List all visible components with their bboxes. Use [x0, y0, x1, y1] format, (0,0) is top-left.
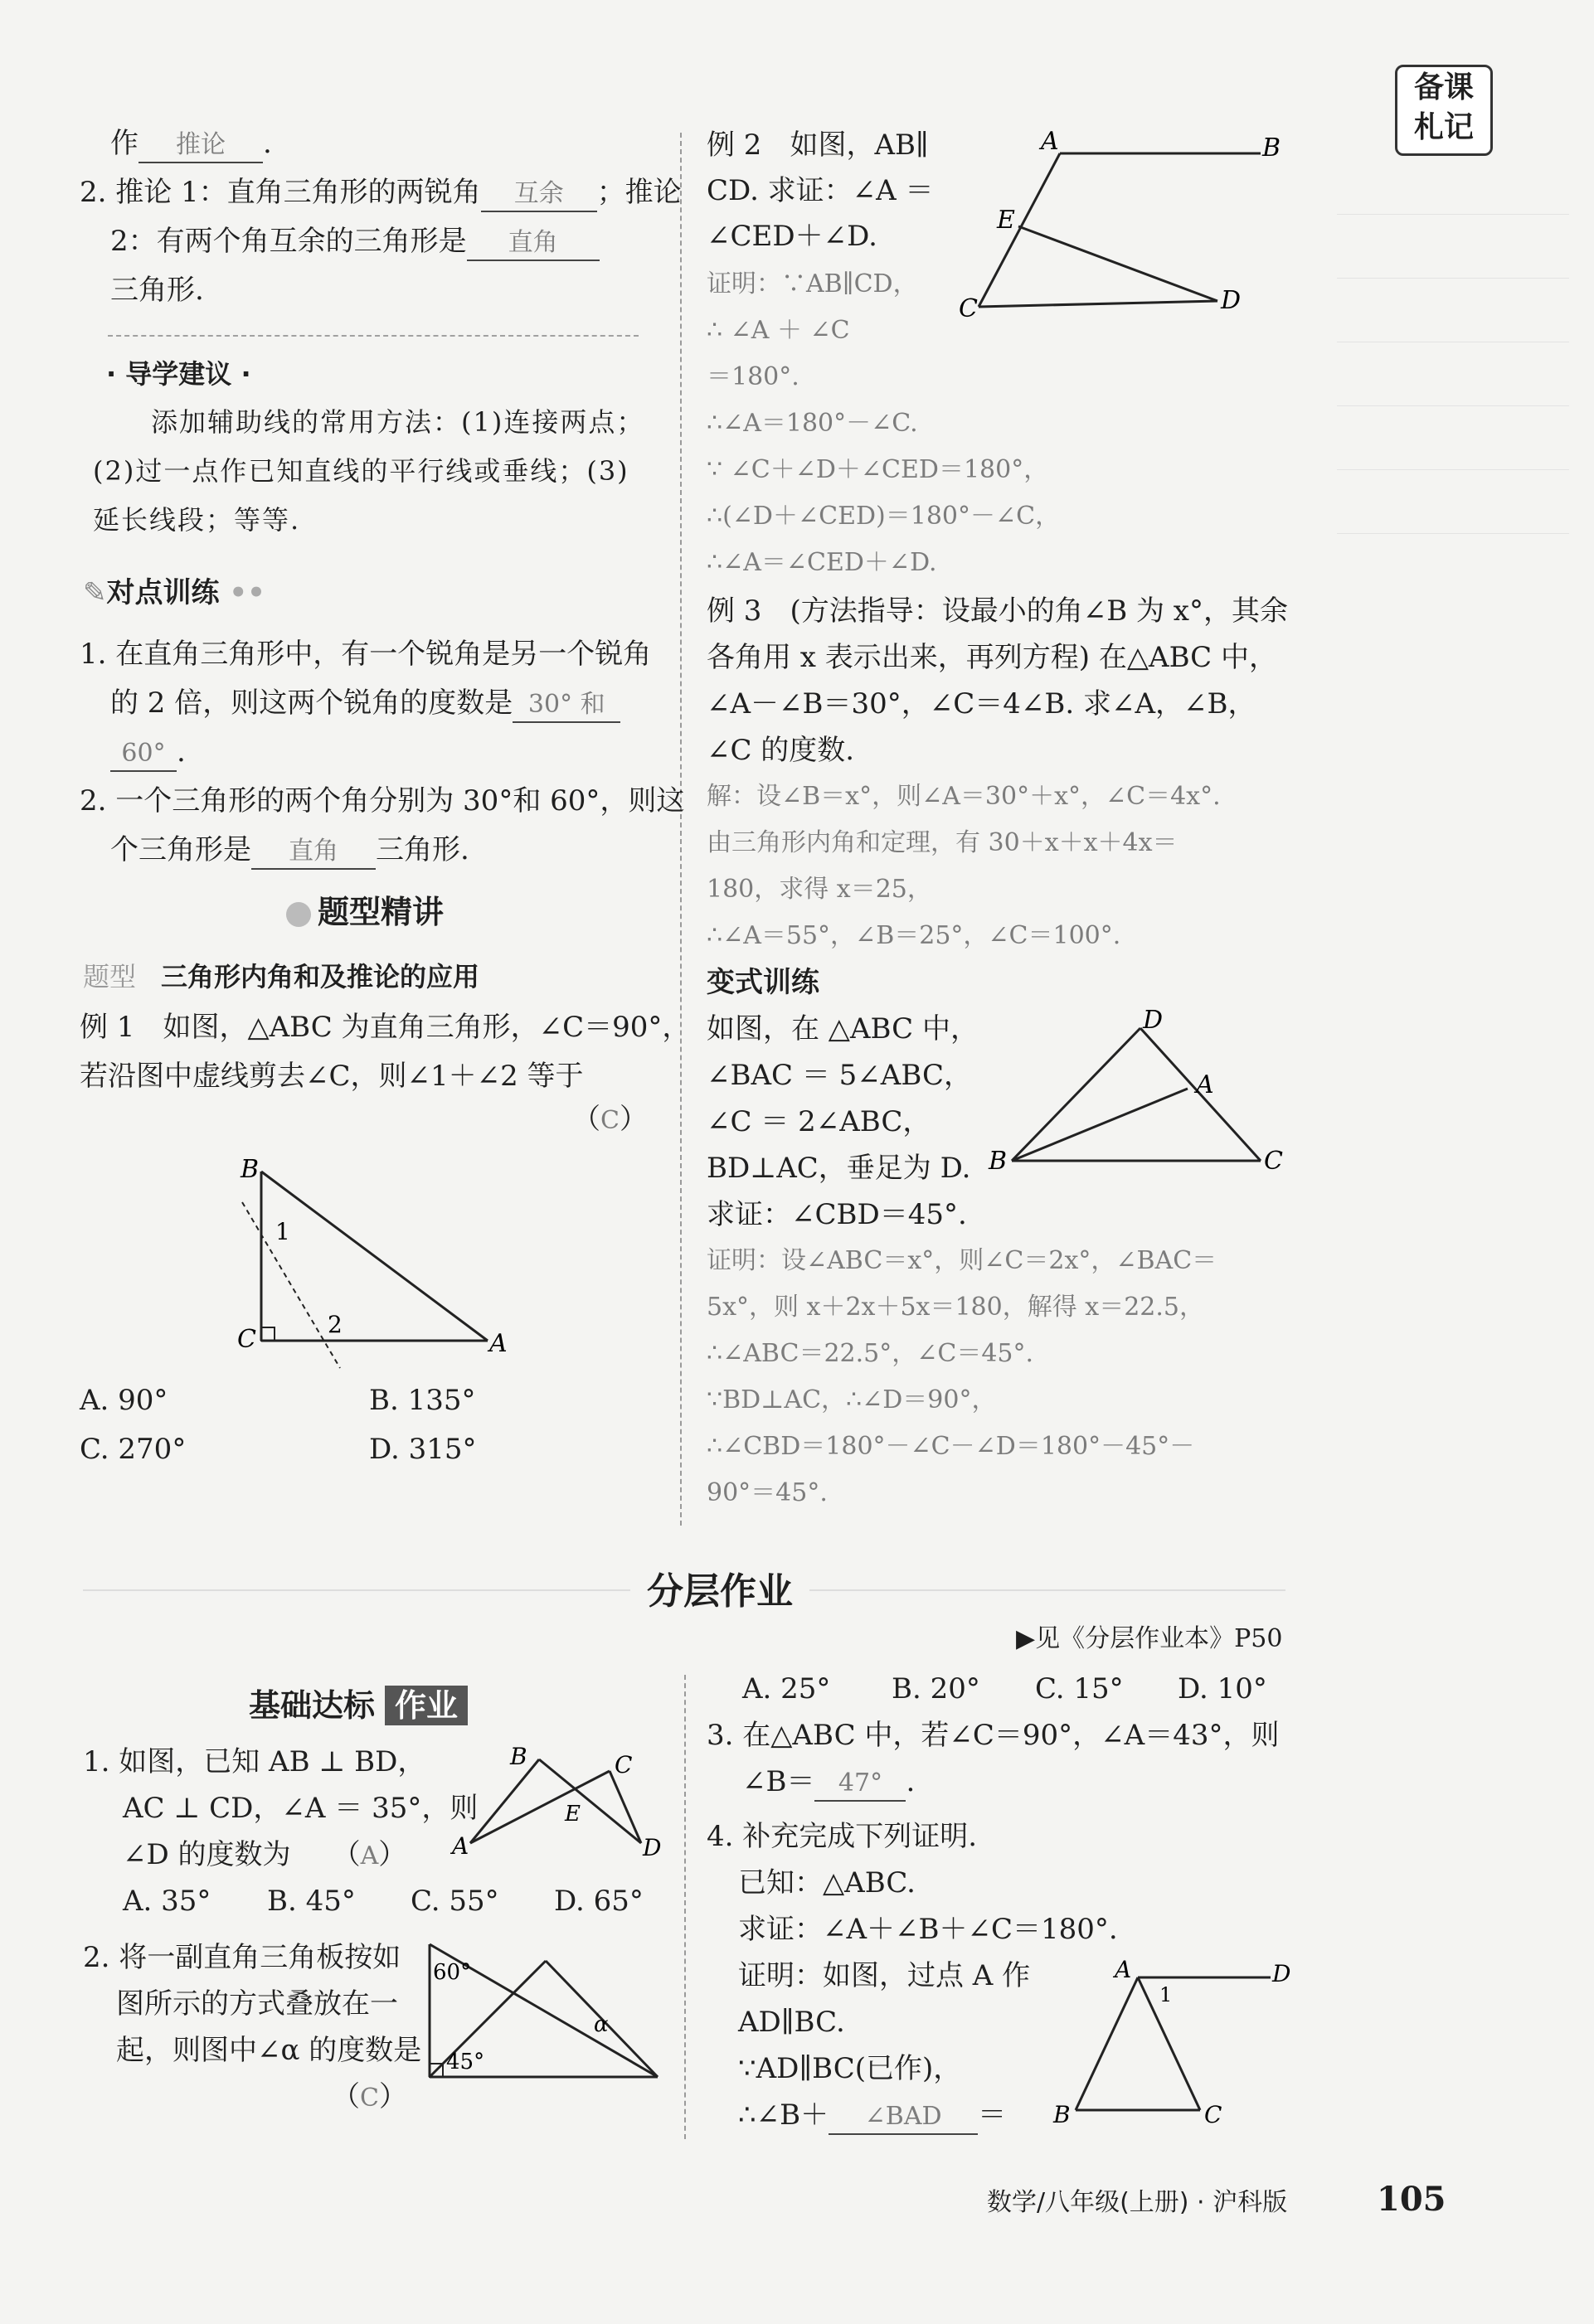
pencil-icon: ✎ — [83, 576, 107, 609]
fig2-label-b: B — [1262, 133, 1281, 163]
fig2-label-a: A — [1041, 127, 1059, 156]
hw-2-c: 起，则图中∠α 的度数是 — [116, 2034, 422, 2067]
train-title: ✎对点训练 •• — [83, 576, 265, 609]
variation-2: ∠BAC ＝ 5∠ABC， — [707, 1059, 972, 1092]
hw-2-opt-d: D. 10° — [1178, 1672, 1267, 1705]
solution-3-2: 由三角形内角和定理，有 30＋x＋x＋4x＝ — [707, 828, 1178, 857]
basic-heading: 基础达标 作业 — [249, 1683, 468, 1728]
footer-page-number: 105 — [1377, 2180, 1446, 2219]
example-2-b: CD. 求证：∠A ＝ — [707, 174, 934, 207]
hw-1-a: 1. 如图，已知 AB ⊥ BD， — [83, 1745, 426, 1778]
hw-1-opt-d: D. 65° — [554, 1885, 644, 1918]
answer-1: 推论 — [176, 130, 226, 159]
fig3-label-b: B — [989, 1147, 1008, 1176]
proof-2-5: ∵ ∠C＋∠D＋∠CED＝180°， — [707, 455, 1049, 484]
section-title: 题型精讲 — [286, 891, 444, 933]
fig5-alpha: α — [594, 2012, 609, 2037]
section-icon — [286, 902, 311, 927]
hw-4-c: 求证：∠A＋∠B＋∠C＝180°. — [738, 1913, 1118, 1946]
fig4-label-b: B — [510, 1743, 527, 1770]
proof-2-6: ∴(∠D＋∠CED)＝180°－∠C， — [707, 502, 1061, 531]
fig6-label-d: D — [1272, 1960, 1291, 1987]
figure-hw4 — [1047, 1956, 1291, 2135]
proof-v-4: ∵BD⊥AC，∴∠D＝90°， — [707, 1385, 997, 1414]
figure-right-triangle — [224, 1148, 514, 1368]
hw-1-opt-b: B. 45° — [267, 1885, 356, 1918]
fig4-label-d: D — [643, 1834, 662, 1861]
solution-3-3: 180，求得 x＝25， — [707, 875, 932, 904]
proof-2-4: ∴∠A＝180°－∠C. — [707, 409, 918, 438]
type-heading: 题型 三角形内角和及推论的应用 — [83, 961, 480, 992]
question-2-line-b: 2：有两个角互余的三角形是 直角 — [110, 221, 600, 262]
figure-parallel — [954, 124, 1285, 323]
hw-4-e: AD∥BC. — [738, 2006, 845, 2039]
proof-v-6: 90°＝45°. — [707, 1478, 828, 1507]
variation-title: 变式训练 — [707, 966, 819, 999]
fig2-label-c: C — [959, 294, 978, 323]
example-3-a: 例 3 (方法指导：设最小的角∠B 为 x°，其余 — [707, 594, 1288, 628]
example-3-b: 各角用 x 表示出来，再列方程) 在△ABC 中， — [707, 641, 1278, 674]
fig6-angle-1: 1 — [1159, 1983, 1173, 2006]
hw-4-b: 已知：△ABC. — [738, 1866, 916, 1899]
question-2-line-c: 三角形. — [110, 274, 204, 307]
train-1-a: 1. 在直角三角形中，有一个锐角是另一个锐角 — [80, 638, 652, 671]
solution-3-1: 解：设∠B＝x°，则∠A＝30°＋x°，∠C＝4x°. — [707, 782, 1221, 811]
fig4-label-e: E — [565, 1802, 581, 1827]
hw-1-c: ∠D 的度数为 （A） — [123, 1838, 407, 1871]
column-divider-bottom — [684, 1675, 686, 2139]
fig1-angle-2: 2 — [328, 1311, 343, 1338]
hw-4-g: ∴∠B＋ ∠BAD ＝ — [738, 2094, 1006, 2136]
example-2-a: 例 2 如图，AB∥ — [707, 129, 929, 162]
figure-hw2 — [421, 1936, 662, 2085]
example-1-a: 例 1 如图，△ABC 为直角三角形，∠C＝90°， — [80, 1011, 691, 1044]
column-divider — [680, 133, 682, 1526]
variation-3: ∠C ＝ 2∠ABC， — [707, 1105, 931, 1138]
variation-4: BD⊥AC，垂足为 D. — [707, 1152, 971, 1185]
solution-3-4: ∴∠A＝55°，∠B＝25°，∠C＝100°. — [707, 921, 1121, 950]
option-c: C. 270° — [80, 1433, 187, 1466]
example-3-d: ∠C 的度数. — [707, 734, 855, 767]
guide-line-2: (2)过一点作已知直线的平行线或垂线；(3) — [93, 455, 629, 487]
hw-1-opt-a: A. 35° — [123, 1885, 211, 1918]
fig6-label-c: C — [1204, 2101, 1222, 2128]
variation-5: 求证：∠CBD＝45°. — [707, 1198, 967, 1231]
fig6-label-a: A — [1115, 1956, 1132, 1983]
fig2-label-e: E — [997, 206, 1015, 235]
proof-2-1: 证明：∵AB∥CD， — [707, 269, 918, 298]
option-b: B. 135° — [369, 1384, 476, 1417]
variation-1: 如图，在 △ABC 中， — [707, 1012, 979, 1046]
hw-2-a: 2. 将一副直角三角板按如 — [83, 1941, 401, 1974]
hw-1-b: AC ⊥ CD，∠A ＝ 35°，则 — [123, 1792, 479, 1825]
hw-3-a: 3. 在△ABC 中，若∠C＝90°，∠A＝43°，则 — [707, 1719, 1280, 1752]
homework-title: 分层作业 — [630, 1563, 809, 1621]
hw-4-a: 4. 补充完成下列证明. — [707, 1820, 978, 1853]
proof-2-2: ∴ ∠A ＋ ∠C — [707, 316, 850, 345]
fig4-label-c: C — [615, 1751, 633, 1778]
fig1-angle-1: 1 — [275, 1218, 290, 1245]
hw-2-answer: （C） — [332, 2080, 407, 2113]
fig4-label-a: A — [452, 1832, 469, 1860]
proof-v-2: 5x°，则 x＋2x＋5x＝180，解得 x＝22.5， — [707, 1293, 1204, 1322]
hw-4-d: 证明：如图，过点 A 作 — [738, 1959, 1031, 1992]
example-1-b: 若沿图中虚线剪去∠C，则∠1＋∠2 等于 — [80, 1060, 584, 1093]
hw-2-opt-a: A. 25° — [742, 1672, 831, 1705]
notes-stamp-line1: 备课 — [1413, 70, 1474, 104]
option-a: A. 90° — [80, 1384, 168, 1417]
line-1: 作 推论 . — [110, 123, 272, 164]
figure-variation — [979, 1003, 1294, 1177]
proof-2-3: ＝180°. — [707, 362, 799, 391]
fig3-label-c: C — [1264, 1147, 1283, 1176]
footer-book-title: 数学/八年级(上册) · 沪科版 — [987, 2188, 1288, 2217]
example-3-c: ∠A－∠B＝30°，∠C＝4∠B. 求∠A，∠B， — [707, 687, 1256, 720]
hw-2-b: 图所示的方式叠放在一 — [116, 1987, 398, 2021]
guide-line-3: 延长线段；等等. — [93, 504, 301, 536]
fig6-label-b: B — [1053, 2101, 1071, 2128]
fig5-angle-60: 60° — [433, 1960, 472, 1985]
proof-v-1: 证明：设∠ABC＝x°，则∠C＝2x°，∠BAC＝ — [707, 1246, 1217, 1275]
fig3-label-d: D — [1143, 1006, 1164, 1035]
figure-hw1 — [452, 1739, 663, 1872]
question-2-line-a: 2. 推论 1：直角三角形的两锐角 互余 ；推论 — [80, 172, 682, 213]
train-2-b: 个三角形是 直角 三角形. — [110, 829, 469, 871]
hw-3-b: ∠B＝ 47° . — [742, 1761, 915, 1802]
fig1-label-a: A — [489, 1329, 508, 1358]
train-1-b: 的 2 倍，则这两个锐角的度数是 30° 和 — [110, 682, 620, 724]
notes-stamp — [1395, 65, 1493, 156]
hw-1-opt-c: C. 55° — [411, 1885, 499, 1918]
fig1-label-b: B — [241, 1155, 260, 1184]
guide-line-1: 添加辅助线的常用方法：(1)连接两点； — [151, 406, 645, 438]
example-1-answer: （C） — [572, 1103, 648, 1136]
guide-title: · 导学建议 · — [106, 358, 251, 390]
proof-2-7: ∴∠A＝∠CED＋∠D. — [707, 548, 937, 577]
proof-v-5: ∴∠CBD＝180°－∠C－∠D＝180°－45°－ — [707, 1432, 1195, 1461]
train-1-c: 60° . — [110, 731, 186, 773]
homework-banner — [83, 1563, 1285, 1621]
fig3-label-a: A — [1196, 1070, 1214, 1099]
homework-reference: ▶见《分层作业本》P50 — [1016, 1624, 1283, 1653]
train-2-a: 2. 一个三角形的两个角分别为 30°和 60°，则这 — [80, 784, 685, 818]
fig2-label-d: D — [1221, 286, 1242, 315]
fig5-angle-45: 45° — [446, 2050, 485, 2074]
hw-4-f: ∵AD∥BC(已作)， — [738, 2052, 962, 2085]
example-2-c: ∠CED＋∠D. — [707, 220, 877, 253]
notes-stamp-line2: 札记 — [1413, 109, 1474, 144]
option-d: D. 315° — [369, 1433, 477, 1466]
hw-2-opt-c: C. 15° — [1035, 1672, 1124, 1705]
fig1-label-c: C — [237, 1325, 256, 1354]
hw-2-opt-b: B. 20° — [892, 1672, 980, 1705]
proof-v-3: ∴∠ABC＝22.5°，∠C＝45°. — [707, 1339, 1034, 1368]
